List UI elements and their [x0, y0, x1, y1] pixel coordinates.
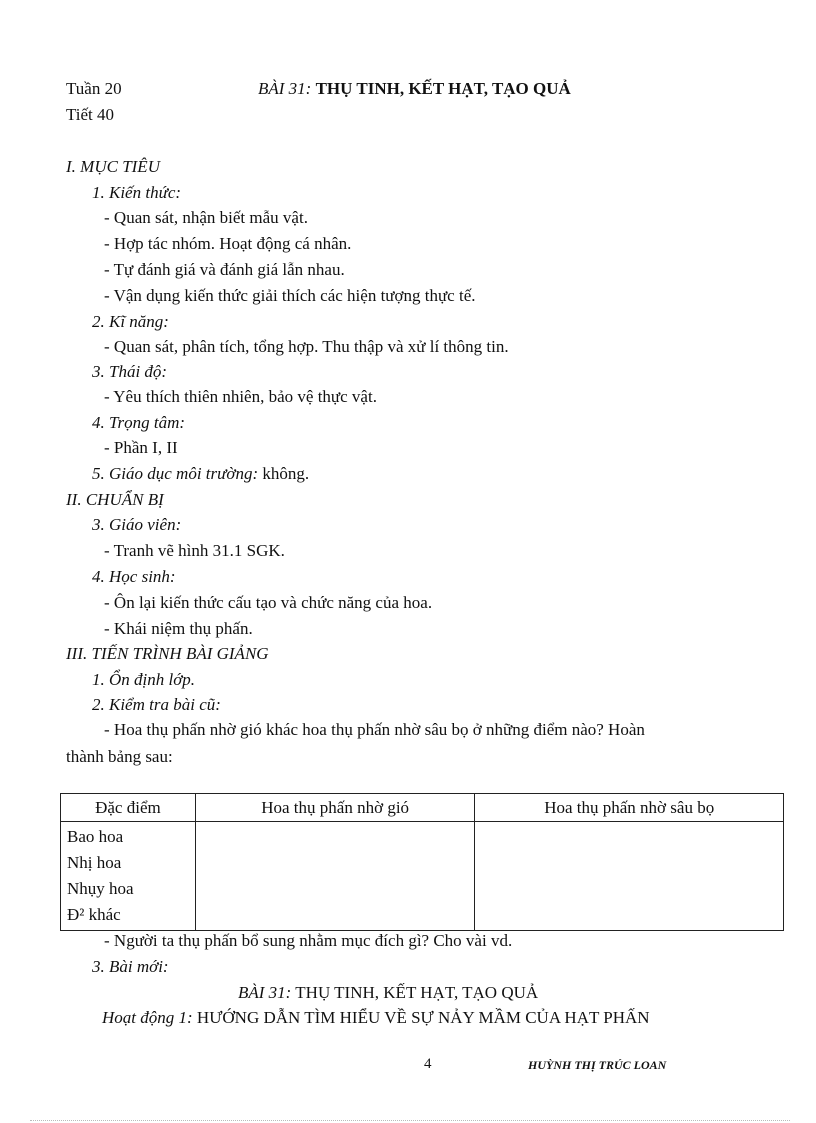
footer-divider	[30, 1120, 790, 1121]
period-label: Tiết 40	[66, 105, 115, 124]
question-1-line-1: - Hoa thụ phấn nhờ gió khác hoa thụ phấn nhờ sâu bọ ở những điểm nào? Hoàn	[104, 720, 645, 739]
feature-label: Bao hoa	[67, 827, 124, 846]
lesson-title-text: THỤ TINH, KẾT HẠT, TẠO QUẢ	[315, 79, 571, 98]
section-1-heading: I. MỤC TIÊU	[66, 157, 160, 176]
student-label: 4. Học sinh:	[92, 567, 176, 586]
author-name: HUỲNH THỊ TRÚC LOAN	[528, 1058, 667, 1072]
teacher-item: - Tranh vẽ hình 31.1 SGK.	[104, 541, 285, 560]
knowledge-item: - Quan sát, nhận biết mẫu vật.	[104, 208, 308, 227]
new-lesson-title	[238, 982, 538, 1004]
skills-item: - Quan sát, phân tích, tổng hợp. Thu thập và xử lí thông tin.	[104, 337, 509, 356]
skills-label: 2. Kĩ năng:	[92, 312, 169, 331]
attitude-label: 3. Thái độ:	[92, 362, 168, 381]
comparison-table	[60, 793, 784, 931]
new-lesson-title-text: THỤ TINH, KẾT HẠT, TẠO QUẢ	[295, 983, 539, 1002]
knowledge-label: 1. Kiến thức:	[92, 183, 182, 202]
feature-label: Nhị hoa	[67, 853, 122, 872]
table-header-cell: Hoa thụ phấn nhờ gió	[195, 794, 475, 822]
feature-label: Đ² khác	[67, 905, 121, 924]
environment-label: 5. Giáo dục môi trường:	[92, 464, 259, 483]
lesson-title	[258, 78, 571, 100]
table-header-cell: Đặc điểm	[61, 794, 196, 822]
attitude-item: - Yêu thích thiên nhiên, bảo vệ thực vật.	[104, 387, 377, 406]
table-header-row	[61, 794, 784, 822]
section-2-heading: II. CHUẨN BỊ	[66, 490, 164, 509]
section-3-heading: III. TIẾN TRÌNH BÀI GIẢNG	[66, 644, 269, 663]
student-item: - Khái niệm thụ phấn.	[104, 619, 253, 638]
question-2: - Người ta thụ phấn bổ sung nhằm mục đích gì? Cho vài vd.	[104, 931, 513, 950]
activity-prefix: Hoạt động 1:	[102, 1008, 193, 1027]
new-lesson-prefix: BÀI 31:	[238, 983, 292, 1002]
insect-pollination-cell	[475, 822, 784, 931]
environment-value: không.	[262, 464, 310, 483]
feature-label: Nhụy hoa	[67, 879, 134, 898]
knowledge-item: - Tự đánh giá và đánh giá lẫn nhau.	[104, 260, 345, 279]
activity-title-text: HƯỚNG DẪN TÌM HIỂU VỀ SỰ NẢY MẦM CỦA HẠT PHẤN	[196, 1008, 650, 1027]
step-3: 3. Bài mới:	[92, 957, 169, 976]
question-1-line-2: thành bảng sau:	[66, 747, 173, 766]
week-label: Tuần 20	[66, 79, 122, 98]
table-row	[61, 822, 784, 931]
focus-item: - Phần I, II	[104, 438, 178, 457]
page-number: 4	[424, 1056, 432, 1072]
wind-pollination-cell	[195, 822, 475, 931]
focus-label: 4. Trọng tâm:	[92, 413, 186, 432]
knowledge-item: - Hợp tác nhóm. Hoạt động cá nhân.	[104, 234, 352, 253]
activity-title	[102, 1007, 650, 1029]
knowledge-item: - Vận dụng kiến thức giải thích các hiện tượng thực tế.	[104, 286, 476, 305]
environment-line	[92, 463, 309, 485]
table-feature-cell	[61, 822, 196, 931]
step-2: 2. Kiểm tra bài cũ:	[92, 695, 221, 714]
step-1: 1. Ổn định lớp.	[92, 670, 196, 689]
table-header-cell: Hoa thụ phấn nhờ sâu bọ	[475, 794, 784, 822]
student-item: - Ôn lại kiến thức cấu tạo và chức năng của hoa.	[104, 593, 433, 612]
teacher-label: 3. Giáo viên:	[92, 515, 182, 534]
lesson-prefix: BÀI 31:	[258, 79, 312, 98]
